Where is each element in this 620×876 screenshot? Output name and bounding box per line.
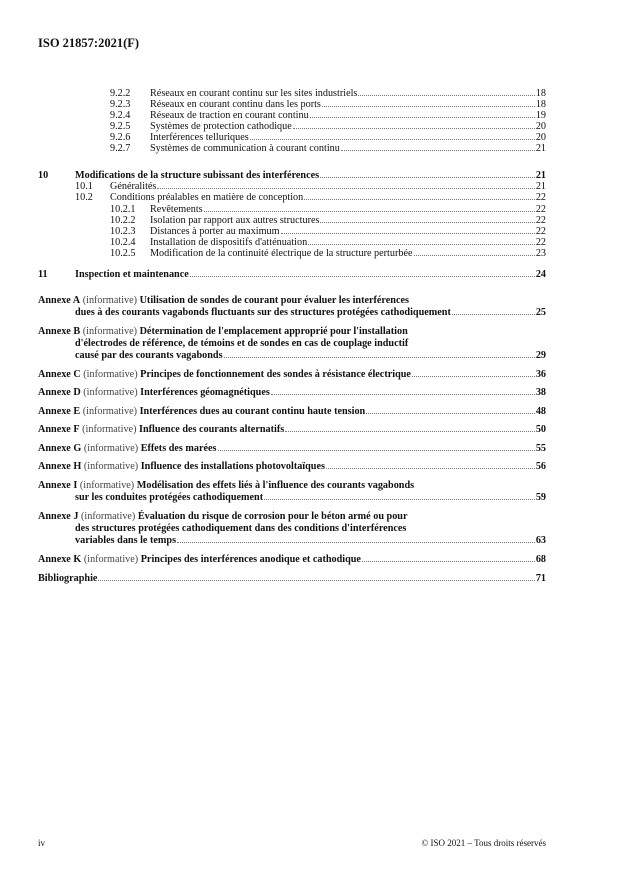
toc-entry-title[interactable]: Principes des interférences anodique et cathodique bbox=[140, 554, 361, 565]
toc-entry-number: 11 bbox=[38, 269, 48, 280]
toc-entry-number: 9.2.7 bbox=[110, 143, 131, 154]
toc-entry-title[interactable]: Réseaux en courant continu dans les ports bbox=[150, 99, 321, 110]
annex-qualifier: (informative) bbox=[81, 511, 136, 522]
dot-leader bbox=[366, 413, 535, 414]
toc-entry-title[interactable]: Généralités bbox=[110, 181, 157, 192]
dot-leader bbox=[157, 188, 534, 189]
toc-entry[interactable] bbox=[38, 406, 546, 418]
toc-entry-line bbox=[38, 369, 546, 381]
toc-entry-line bbox=[38, 573, 546, 585]
toc-entry-title[interactable]: Utilisation de sondes de courant pour évaluer les interférences bbox=[139, 295, 409, 306]
toc-entry[interactable] bbox=[38, 443, 546, 455]
toc-entry-page[interactable]: 21 bbox=[535, 181, 546, 192]
toc-entry-page[interactable]: 20 bbox=[535, 121, 546, 132]
annex-label: Annexe K bbox=[38, 554, 82, 565]
toc-entry-title[interactable]: Influence des installations photovoltaïques bbox=[140, 461, 325, 472]
toc-entry-number: 9.2.5 bbox=[110, 121, 131, 132]
toc-entry-title[interactable]: Effets des marées bbox=[140, 443, 217, 454]
dot-leader bbox=[204, 211, 535, 212]
toc-entry-number: 10.2.2 bbox=[110, 215, 136, 226]
toc-entry-number: 10.2.3 bbox=[110, 226, 136, 237]
toc-entry-number: 10 bbox=[38, 170, 49, 181]
toc-entry-title[interactable]: Installation de dispositifs d'atténuation bbox=[150, 237, 308, 248]
annex-qualifier: (informative) bbox=[83, 461, 139, 472]
toc-entry[interactable] bbox=[38, 387, 546, 399]
toc-entry-page[interactable]: 38 bbox=[535, 387, 546, 398]
toc-entry[interactable] bbox=[38, 307, 546, 319]
dot-leader bbox=[250, 139, 535, 140]
toc-entry-page[interactable]: 22 bbox=[535, 237, 546, 248]
dot-leader bbox=[264, 499, 535, 500]
dot-leader bbox=[362, 561, 535, 562]
annex-label: Annexe G bbox=[38, 443, 82, 454]
toc-entry-page[interactable]: 59 bbox=[535, 492, 546, 503]
toc-entry-number: 10.2.1 bbox=[110, 204, 136, 215]
toc-entry-number: 9.2.2 bbox=[110, 88, 131, 99]
toc-entry-title[interactable]: Interférences géomagnétiques bbox=[140, 387, 270, 398]
toc-entry-page[interactable]: 63 bbox=[535, 535, 546, 546]
toc-entry-line bbox=[38, 480, 546, 492]
annex-label: Annexe B bbox=[38, 326, 81, 337]
footer-copyright: © ISO 2021 – Tous droits réservés bbox=[421, 838, 546, 848]
toc-entry-title[interactable]: Interférences dues au courant continu haute tension bbox=[139, 406, 366, 417]
toc-entry-page[interactable]: 24 bbox=[535, 269, 546, 280]
toc-entry-title[interactable]: Revêtements bbox=[150, 204, 203, 215]
toc-entry-title[interactable]: Modifications de la structure subissant des interférences bbox=[75, 170, 320, 181]
toc-entry-number: 9.2.4 bbox=[110, 110, 131, 121]
annex-label: Annexe E bbox=[38, 406, 81, 417]
toc-entry-line bbox=[75, 492, 546, 504]
toc-entry-title[interactable]: Modélisation des effets liés à l'influence des courants vagabonds bbox=[136, 480, 415, 491]
toc-entry-title[interactable]: Systèmes de protection cathodique bbox=[150, 121, 292, 132]
annex-qualifier: (informative) bbox=[79, 480, 135, 491]
toc-entry[interactable] bbox=[38, 295, 546, 307]
annex-label: Annexe J bbox=[38, 511, 79, 522]
toc-entry[interactable] bbox=[38, 369, 546, 381]
toc-entry-line bbox=[38, 406, 546, 418]
annex-label: Annexe F bbox=[38, 424, 80, 435]
dot-leader bbox=[358, 95, 534, 96]
toc-entry[interactable] bbox=[38, 326, 546, 338]
toc-entry-title[interactable]: Systèmes de communication à courant continu bbox=[150, 143, 340, 154]
toc-entry[interactable] bbox=[38, 554, 546, 566]
toc-entry-title[interactable]: Détermination de l'emplacement approprié pour l'installation bbox=[139, 326, 408, 337]
toc-entry-line bbox=[75, 350, 546, 362]
toc-entry-line bbox=[75, 338, 546, 350]
annex-qualifier: (informative) bbox=[82, 406, 138, 417]
dot-leader bbox=[326, 468, 535, 469]
toc-entry-page[interactable]: 22 bbox=[535, 226, 546, 237]
toc-entry-line bbox=[75, 269, 546, 281]
dot-leader bbox=[98, 580, 534, 581]
dot-leader bbox=[190, 276, 535, 277]
toc-entry[interactable] bbox=[38, 248, 546, 260]
toc-entry[interactable] bbox=[38, 523, 546, 535]
toc-entry-page[interactable]: 36 bbox=[535, 369, 546, 380]
toc-entry-title[interactable]: Réseaux en courant continu sur les sites industriels bbox=[150, 88, 358, 99]
toc-entry-number: 10.2.4 bbox=[110, 237, 136, 248]
dot-leader bbox=[271, 394, 535, 395]
dot-leader bbox=[224, 357, 535, 358]
toc-entry-line bbox=[75, 307, 546, 319]
annex-label: Annexe H bbox=[38, 461, 82, 472]
toc-entry-title[interactable]: Principes de fonctionnement des sondes à résistance électrique bbox=[140, 369, 411, 380]
dot-leader bbox=[285, 431, 535, 432]
toc-entry[interactable] bbox=[38, 461, 546, 473]
dot-leader bbox=[177, 542, 535, 543]
dot-leader bbox=[218, 450, 535, 451]
toc-entry-page[interactable]: 22 bbox=[535, 204, 546, 215]
toc-entry-title[interactable]: Isolation par rapport aux autres structures bbox=[150, 215, 320, 226]
annex-qualifier: (informative) bbox=[83, 387, 138, 398]
toc-entry-title[interactable]: Influence des courants alternatifs bbox=[139, 424, 285, 435]
annex-label: Annexe I bbox=[38, 480, 78, 491]
toc-entry-page[interactable]: 19 bbox=[535, 110, 546, 121]
toc-entry-page[interactable]: 48 bbox=[535, 406, 546, 417]
toc-entry-line bbox=[38, 511, 546, 523]
annex-label: Annexe D bbox=[38, 387, 81, 398]
toc-entry-number: 10.2.5 bbox=[110, 248, 136, 259]
toc-entry[interactable] bbox=[38, 511, 546, 523]
toc-entry-title[interactable]: Interférences telluriques bbox=[150, 132, 249, 143]
dot-leader bbox=[293, 128, 535, 129]
toc-entry-title[interactable]: sur les conduites protégées cathodiquement bbox=[75, 492, 264, 503]
toc-entry-page[interactable]: 18 bbox=[535, 99, 546, 110]
toc-entry-title[interactable]: causé par des courants vagabonds bbox=[75, 350, 223, 361]
toc-entry[interactable] bbox=[38, 269, 546, 281]
dot-leader bbox=[310, 117, 535, 118]
dot-leader bbox=[414, 255, 535, 256]
toc-entry-page[interactable]: 71 bbox=[535, 573, 546, 584]
toc-entry-line bbox=[38, 461, 546, 473]
footer-page-number: iv bbox=[38, 838, 46, 848]
toc-entry[interactable] bbox=[38, 350, 546, 362]
toc-entry-title[interactable]: Distances à porter au maximum bbox=[150, 226, 280, 237]
toc-entry-title[interactable]: dues à des courants vagabonds fluctuants sur des structures protégées cathodiquement bbox=[75, 307, 451, 318]
toc-entry-page[interactable]: 23 bbox=[535, 248, 546, 259]
toc-entry-page[interactable]: 18 bbox=[535, 88, 546, 99]
annex-qualifier: (informative) bbox=[83, 369, 138, 380]
toc-entry-page[interactable]: 68 bbox=[535, 554, 546, 565]
toc-entry-page[interactable]: 50 bbox=[535, 424, 546, 435]
annex-qualifier: (informative) bbox=[82, 326, 138, 337]
toc-entry-line bbox=[38, 554, 546, 566]
toc-entry-line bbox=[75, 535, 546, 547]
toc-entry[interactable] bbox=[38, 535, 546, 547]
toc-entry-line bbox=[110, 192, 546, 204]
toc-entry-page[interactable]: 25 bbox=[535, 307, 546, 318]
toc-entry-page[interactable]: 29 bbox=[535, 350, 546, 361]
toc-entry-page[interactable]: 21 bbox=[535, 143, 546, 154]
annex-qualifier: (informative) bbox=[82, 295, 138, 306]
toc-entry[interactable] bbox=[38, 492, 546, 504]
toc-entry-line bbox=[38, 424, 546, 436]
dot-leader bbox=[308, 244, 535, 245]
toc-entry-title[interactable]: d'électrodes de référence, de témoins et de sondes en cas de couplage inductif bbox=[75, 338, 409, 349]
dot-leader bbox=[304, 199, 535, 200]
toc-entry-title[interactable]: Réseaux de traction en courant continu bbox=[150, 110, 309, 121]
toc-entry-title[interactable]: Bibliographie bbox=[38, 573, 98, 584]
toc-entry-number: 10.2 bbox=[75, 192, 93, 203]
dot-leader bbox=[322, 106, 535, 107]
annex-label: Annexe C bbox=[38, 369, 81, 380]
toc-entry-line bbox=[150, 143, 546, 155]
toc-entry-page[interactable]: 20 bbox=[535, 132, 546, 143]
toc-entry-page[interactable]: 21 bbox=[535, 170, 546, 181]
dot-leader bbox=[320, 177, 535, 178]
document-id-header: ISO 21857:2021(F) bbox=[38, 36, 140, 50]
toc-entry-number: 9.2.3 bbox=[110, 99, 131, 110]
toc-entry-line bbox=[38, 295, 546, 307]
toc-entry-title[interactable]: variables dans le temps bbox=[75, 535, 177, 546]
dot-leader bbox=[412, 376, 535, 377]
toc-entry-line bbox=[38, 387, 546, 399]
annex-qualifier: (informative) bbox=[83, 554, 139, 565]
toc-entry-number: 10.1 bbox=[75, 181, 93, 192]
toc-entry[interactable] bbox=[38, 143, 546, 155]
toc-entry-page[interactable]: 22 bbox=[535, 192, 546, 203]
toc-entry-title[interactable]: Modification de la continuité électrique de la structure perturbée bbox=[150, 248, 413, 259]
toc-entry-line bbox=[75, 523, 546, 535]
toc-entry[interactable] bbox=[38, 573, 546, 585]
dot-leader bbox=[452, 314, 535, 315]
toc-entry-line bbox=[150, 248, 546, 260]
toc-entry-line bbox=[38, 326, 546, 338]
toc-entry[interactable] bbox=[38, 424, 546, 436]
dot-leader bbox=[341, 150, 535, 151]
toc-entry[interactable] bbox=[38, 338, 546, 350]
toc-entry-page[interactable]: 55 bbox=[535, 443, 546, 454]
annex-label: Annexe A bbox=[38, 295, 81, 306]
annex-qualifier: (informative) bbox=[82, 424, 137, 435]
dot-leader bbox=[320, 222, 534, 223]
toc-entry-title[interactable]: Inspection et maintenance bbox=[75, 269, 189, 280]
toc-entry-line bbox=[38, 443, 546, 455]
toc-entry-title[interactable]: Évaluation du risque de corrosion pour le béton armé ou pour bbox=[137, 511, 408, 522]
toc-entry[interactable] bbox=[38, 480, 546, 492]
toc-entry-number: 9.2.6 bbox=[110, 132, 131, 143]
dot-leader bbox=[281, 233, 535, 234]
toc-entry-page[interactable]: 56 bbox=[535, 461, 546, 472]
toc-entry-page[interactable]: 22 bbox=[535, 215, 546, 226]
toc-entry-title[interactable]: des structures protégées cathodiquement dans des conditions d'interférences bbox=[75, 523, 407, 534]
toc-entry[interactable] bbox=[38, 192, 546, 204]
toc-entry-title[interactable]: Conditions préalables en matière de conception bbox=[110, 192, 304, 203]
annex-qualifier: (informative) bbox=[83, 443, 139, 454]
